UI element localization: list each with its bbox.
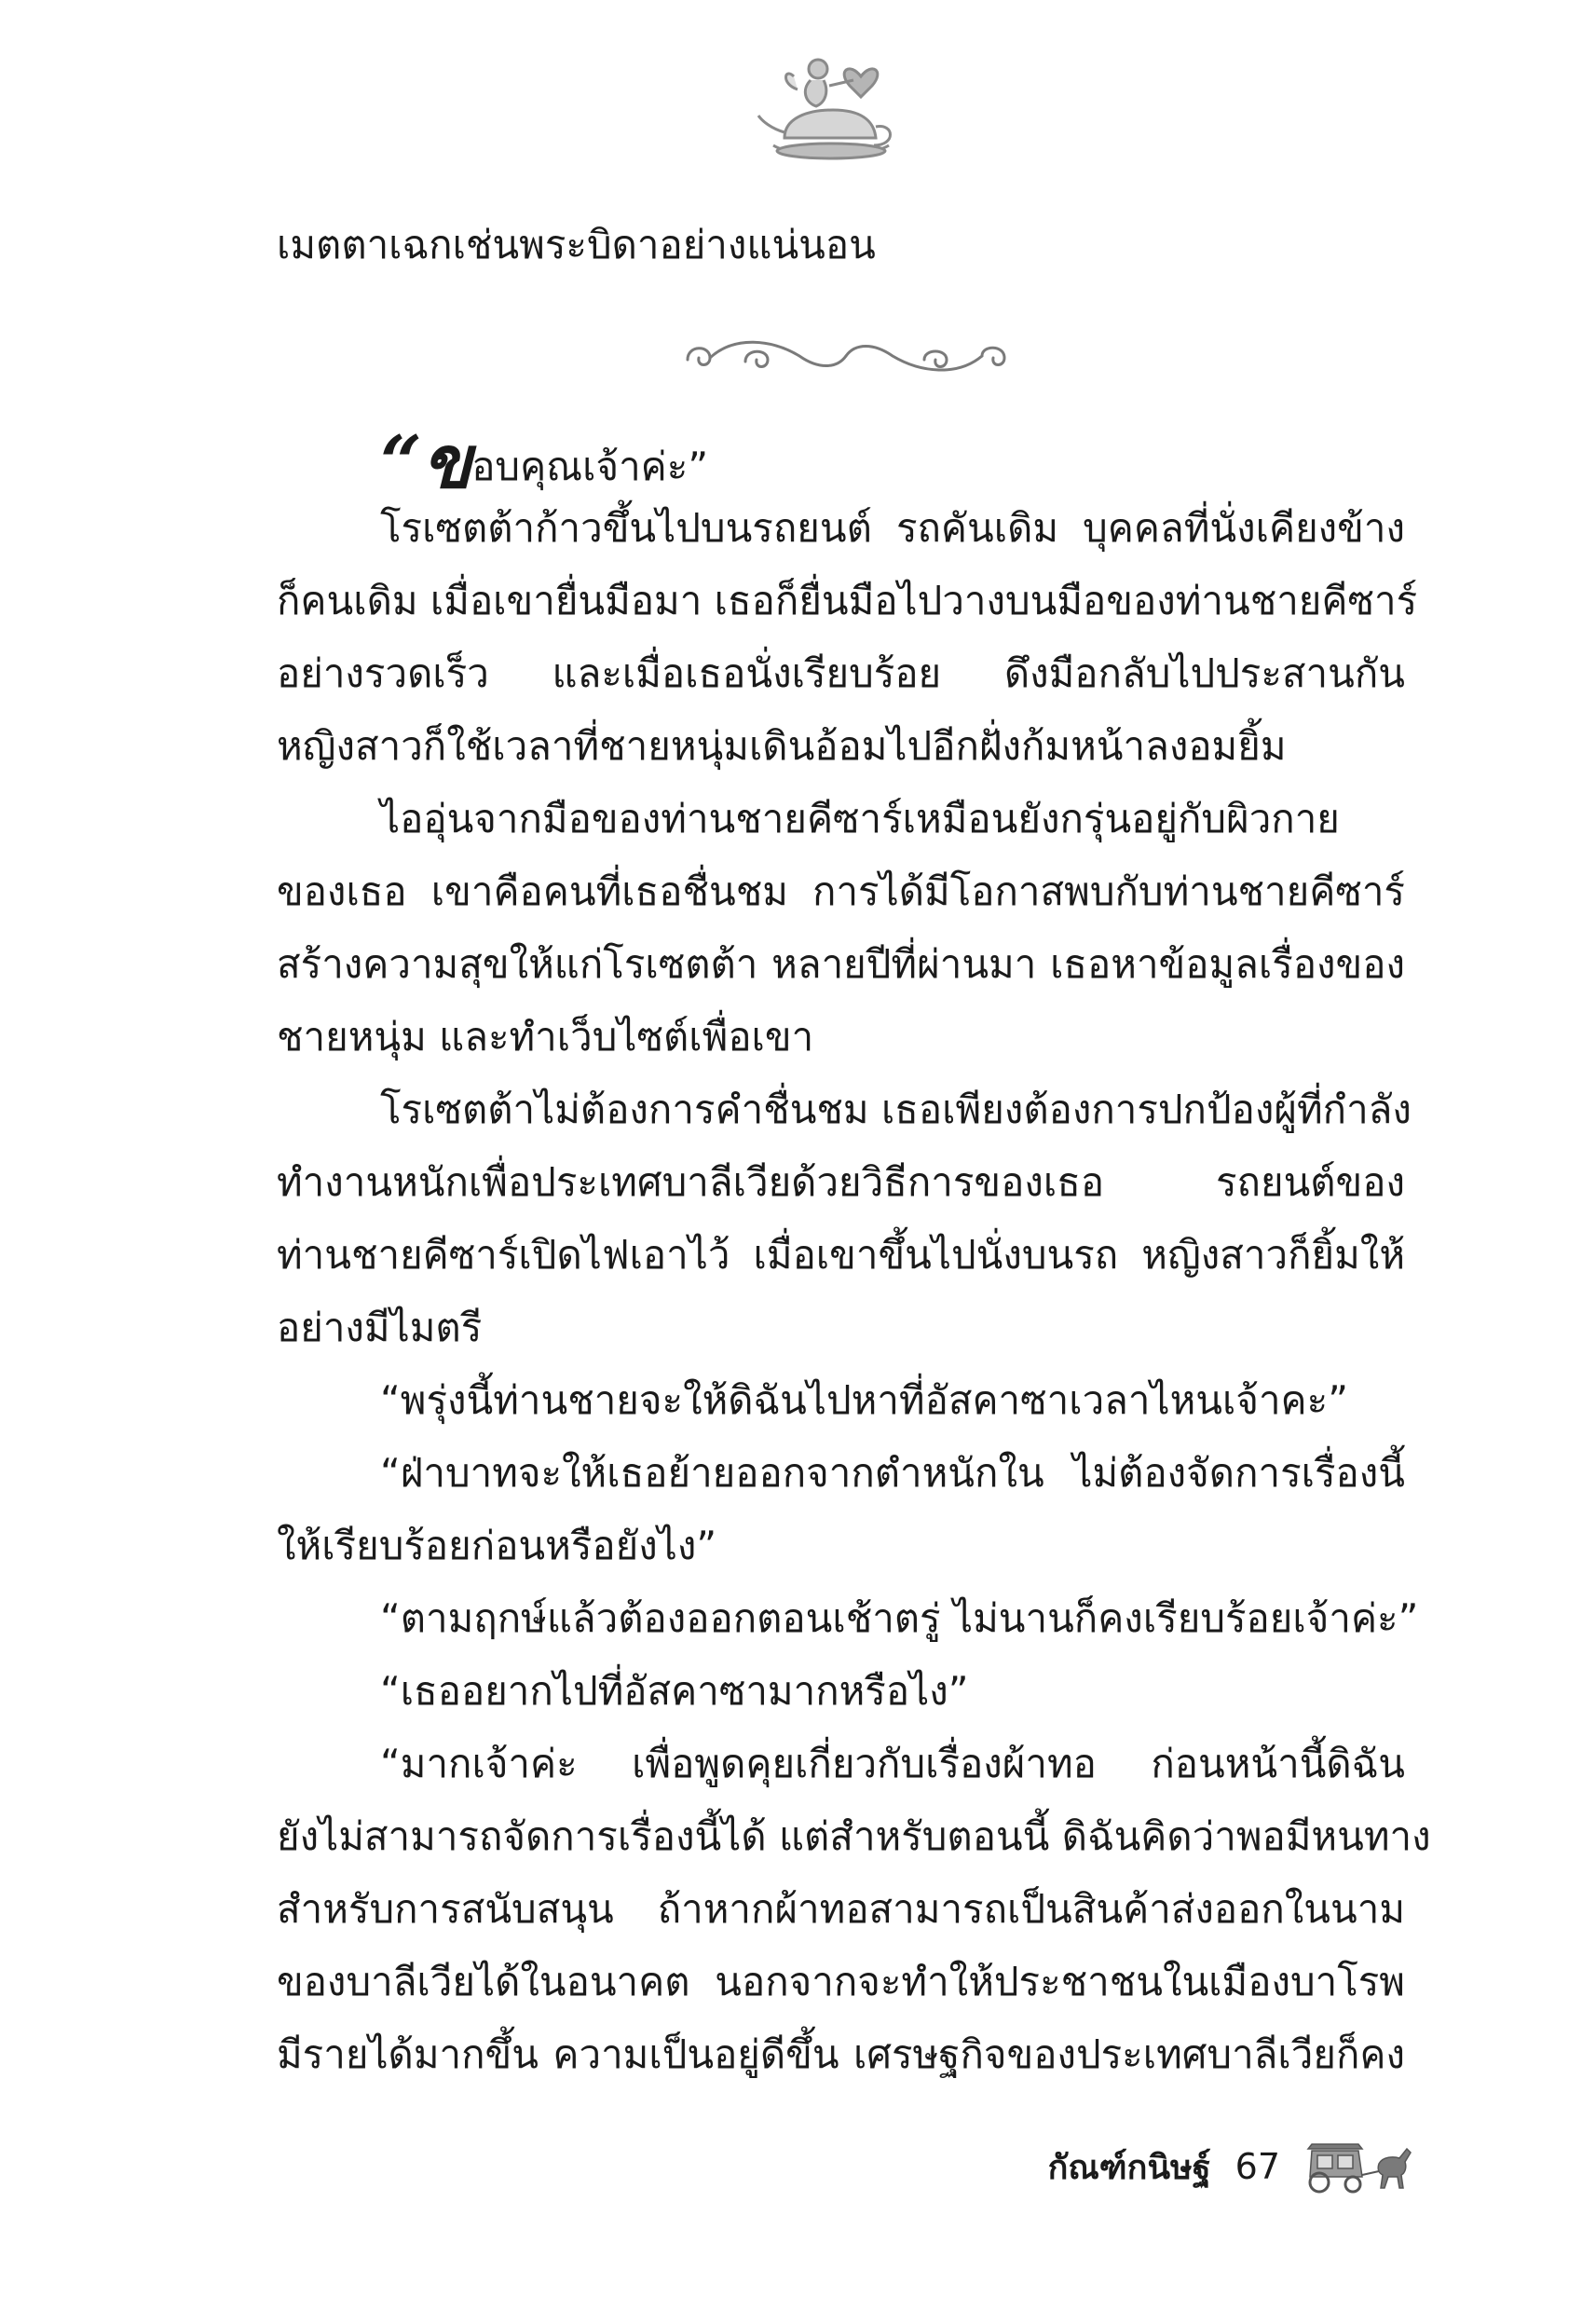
drop-cap: “ข [380, 420, 472, 505]
text-line-opening [380, 420, 1405, 505]
swirl-divider-icon [678, 328, 1014, 384]
text-line: ให้เรียบร้อยก่อนหรือยังไง” [277, 1523, 717, 1568]
text-line: ท่านชายคีซาร์เปิดไฟเอาไว้ เมื่อเขาขึ้นไปนั่งบนรถ หญิงสาวก็ยิ้มให้ [277, 1232, 1405, 1278]
page-footer [932, 2134, 1416, 2199]
text-line: มีรายได้มากขึ้น ความเป็นอยู่ดีขึ้น เศรษฐกิจของประเทศบาลีเวียก็คง [277, 2031, 1405, 2077]
text-line: ไออุ่นจากมือของท่านชายคีซาร์เหมือนยังกรุ่นอยู่กับผิวกาย [380, 796, 1340, 841]
opening-text: อบคุณเจ้าค่ะ” [471, 444, 709, 489]
text-line: โรเซตต้าไม่ต้องการคำชื่นชม เธอเพียงต้องการปกป้องผู้ที่กำลัง [380, 1087, 1412, 1132]
text-line: “ฝ่าบาทจะให้เธอย้ายออกจากตำหนักใน ไม่ต้องจัดการเรื่องนี้ [380, 1450, 1405, 1496]
text-line: หญิงสาวก็ใช้เวลาที่ชายหนุ่มเดินอ้อมไปอีกฝั่งก้มหน้าลงอมยิ้ม [277, 723, 1287, 769]
text-line: ยังไม่สามารถจัดการเรื่องนี้ได้ แต่สำหรับตอนนี้ ดิฉันคิดว่าพอมีหนทาง [277, 1813, 1431, 1859]
text-line: สำหรับการสนับสนุน ถ้าหากผ้าทอสามารถเป็นสินค้าส่งออกในนาม [277, 1886, 1405, 1932]
text-line: เมตตาเฉกเช่นพระบิดาอย่างแน่นอน [277, 222, 876, 267]
text-line: ทำงานหนักเพื่อประเทศบาลีเวียด้วยวิธีการของเธอ รถยนต์ของ [277, 1159, 1405, 1205]
carriage-icon [1304, 2140, 1416, 2194]
text-line: “มากเจ้าค่ะ เพื่อพูดคุยเกี่ยวกับเรื่องผ้าทอ ก่อนหน้านี้ดิฉัน [380, 1741, 1405, 1786]
text-line: ของบาลีเวียได้ในอนาคต นอกจากจะทำให้ประชาชนในเมืองบาโรพ [277, 1959, 1405, 2004]
book-title: กัณฑ์กนิษฐ์ [1047, 2148, 1211, 2187]
text-line: “เธออยากไปที่อัสคาซามากหรือไง” [380, 1668, 969, 1714]
text-line: ชายหนุ่ม และทำเว็บไซต์เพื่อเขา [277, 1014, 814, 1060]
text-line: อย่างรวดเร็ว และเมื่อเธอนั่งเรียบร้อย ดึงมือกลับไปประสานกัน [277, 650, 1405, 696]
page-number: 67 [1235, 2146, 1280, 2187]
text-line: “พรุ่งนี้ท่านชายจะให้ดิฉันไปหาที่อัสคาซาเวลาไหนเจ้าคะ” [380, 1377, 1348, 1423]
text-line: “ตามฤกษ์แล้วต้องออกตอนเช้าตรู่ ไม่นานก็คงเรียบร้อยเจ้าค่ะ” [380, 1595, 1419, 1641]
text-line: อย่างมีไมตรี [277, 1305, 483, 1350]
text-line: ก็คนเดิม เมื่อเขายื่นมือมา เธอก็ยื่นมือไปวางบนมือของท่านชายคีซาร์ [277, 578, 1418, 623]
text-line: สร้างความสุขให้แก่โรเซตต้า หลายปีที่ผ่านมา เธอหาข้อมูลเรื่องของ [277, 941, 1405, 987]
text-line: ของเธอ เขาคือคนที่เธอชื่นชม การได้มีโอกาสพบกับท่านชายคีซาร์ [277, 868, 1405, 914]
teapot-cupid-ornament-icon [757, 48, 906, 179]
text-line: โรเซตต้าก้าวขึ้นไปบนรถยนต์ รถคันเดิม บุคคลที่นั่งเคียงข้าง [380, 505, 1405, 551]
